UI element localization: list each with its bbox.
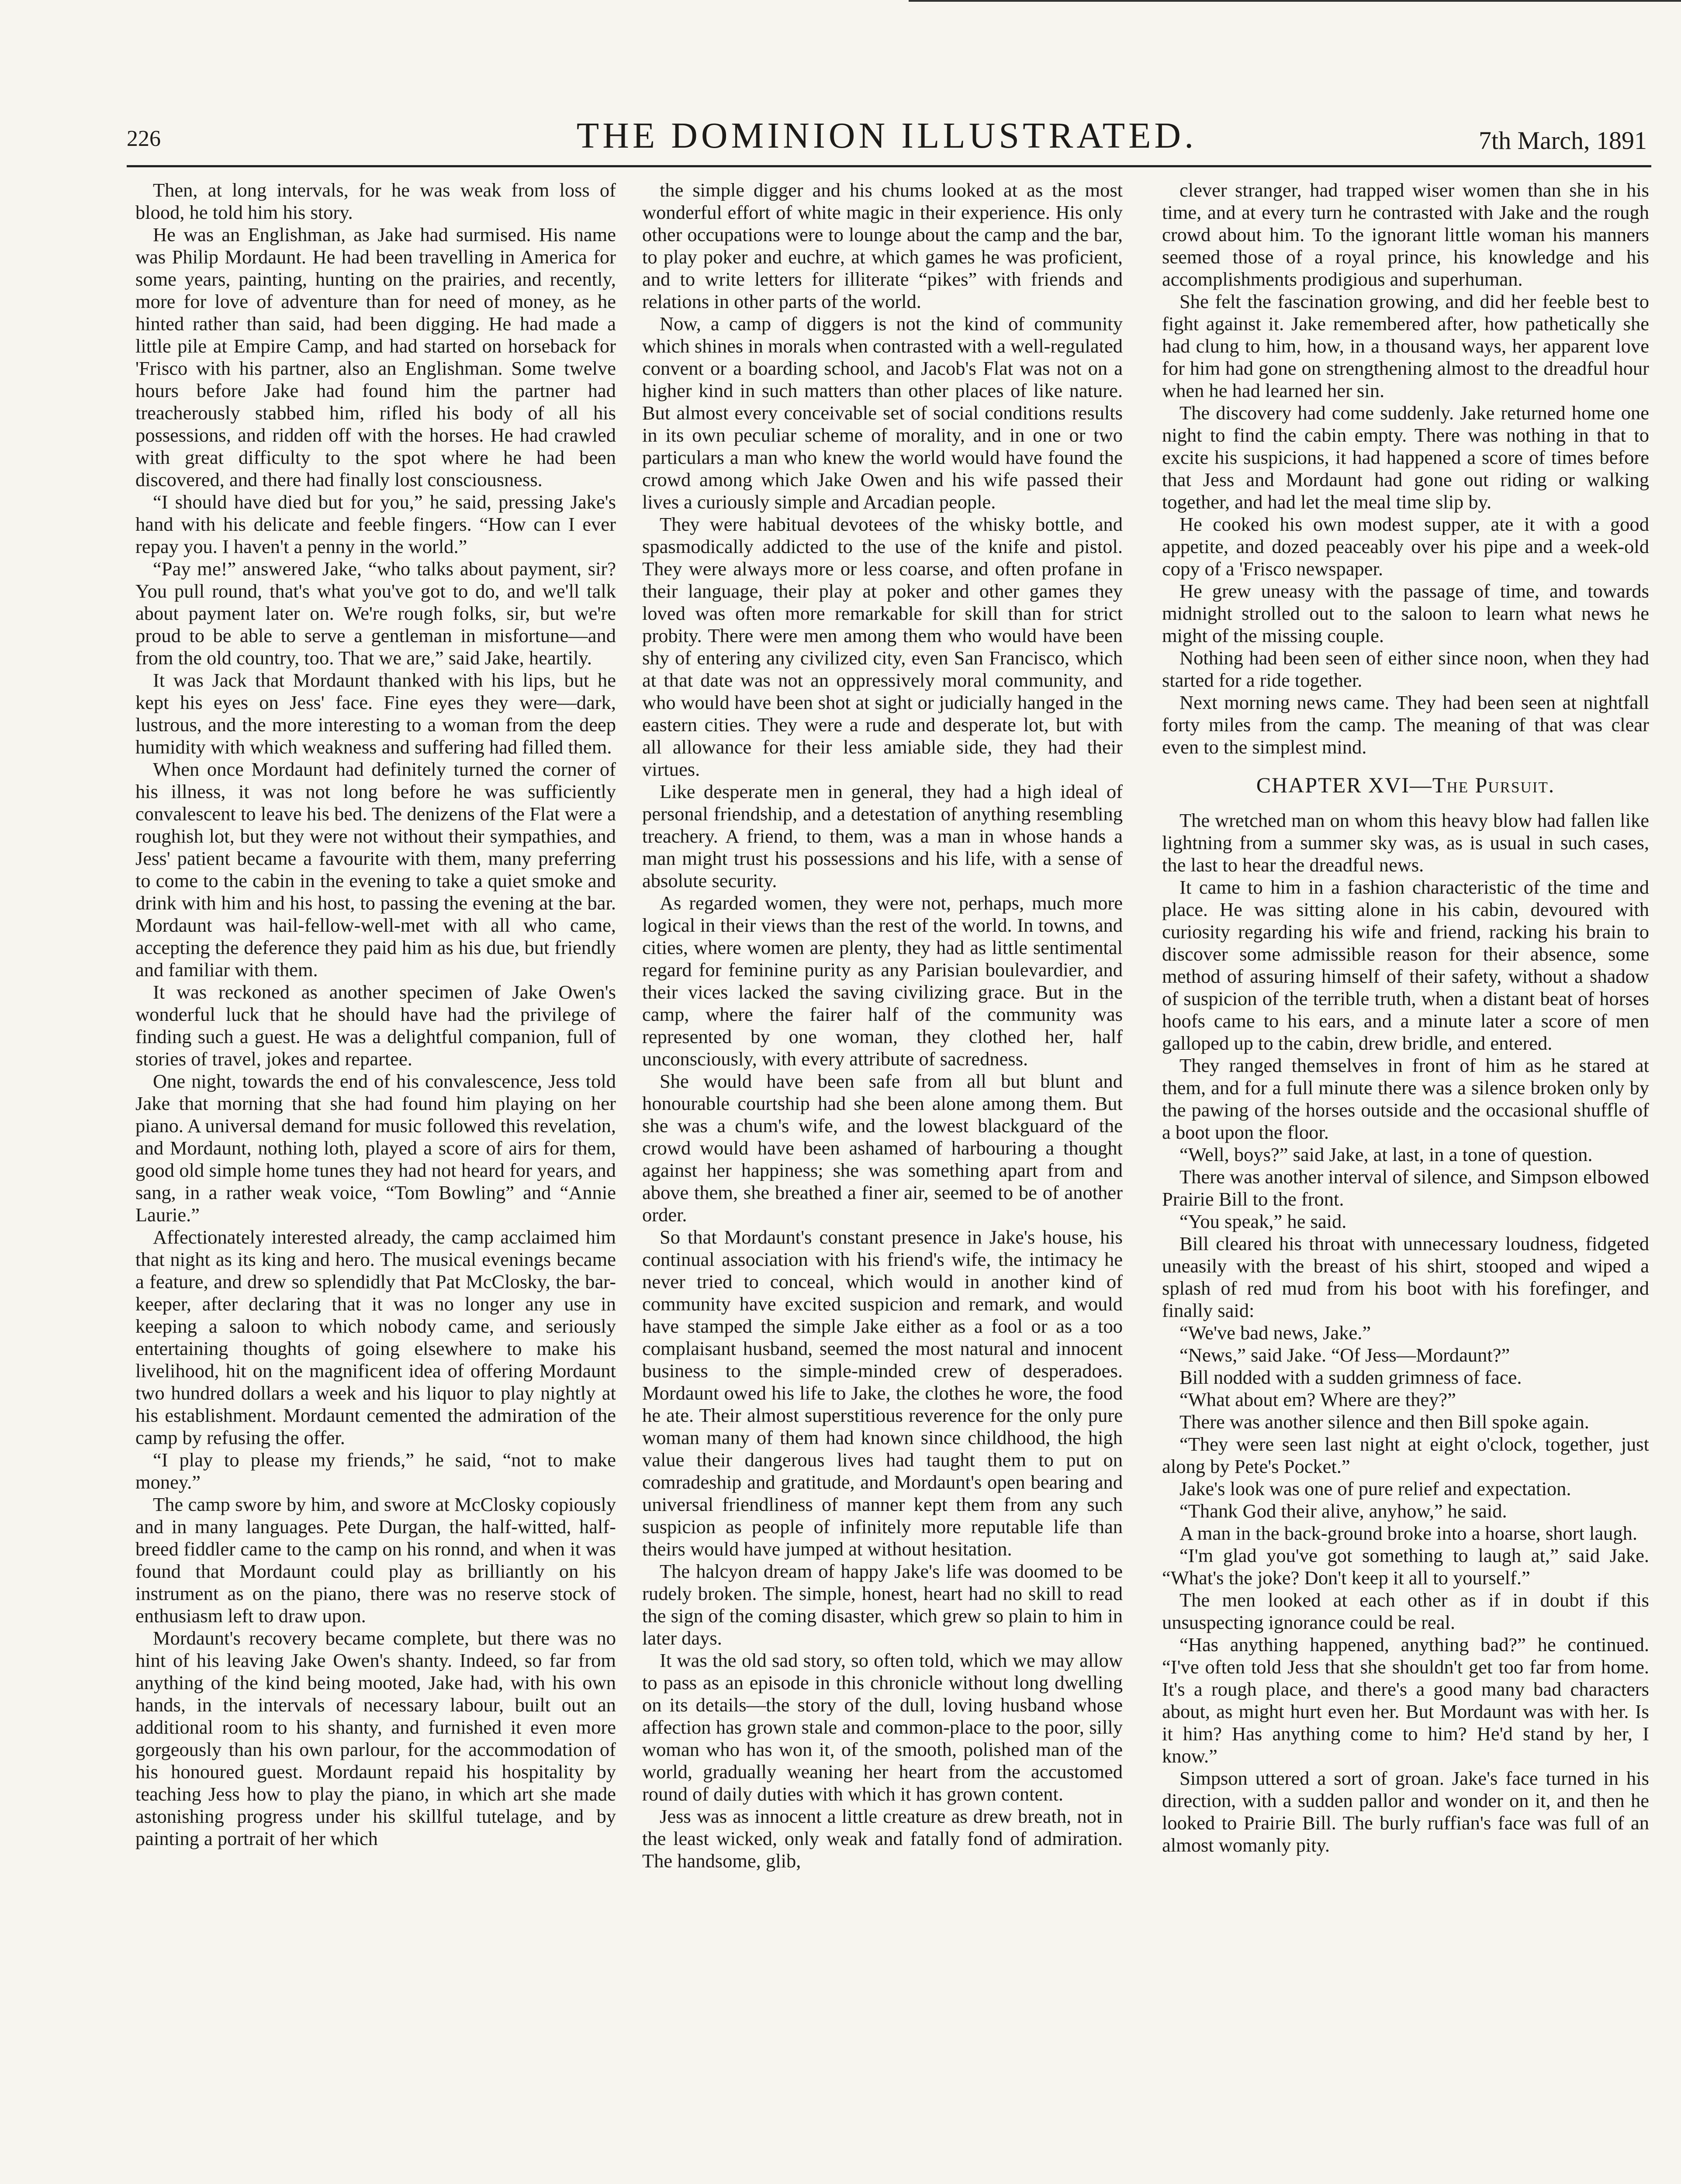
paragraph: The halcyon dream of happy Jake's life was doomed to be rudely broken. The simple, honest, heart had no skill to read the sign of the coming disaster, which grew so plain to him in later days. [642,1560,1123,1649]
paragraph: The camp swore by him, and swore at McClosky copiously and in many languages. Pete Durgan, the half-witted, half-breed fiddler came to the camp on his ronnd, and when it was found that Mordaunt could play as brilliantly on his instrument as on the piano, there was no reserve stock of enthusiasm left to draw upon. [135,1493,616,1627]
text-column-2 [642,179,1123,2184]
paragraph: He was an Englishman, as Jake had surmised. His name was Philip Mordaunt. He had been travelling in America for some years, painting, hunting on the prairies, and recently, more for love of adventure than for need of money, as he hinted rather than said, had been digging. He had made a little pile at Empire Camp, and had started on horseback for 'Frisco with his partner, also an Englishman. Some twelve hours before Jake had found him the partner had treacherously stabbed him, rifled his body of all his possessions, and ridden off with the horses. He had crawled with great difficulty to the spot where he had been discovered, and there had finally lost consciousness. [135,224,616,491]
paragraph: She would have been safe from all but blunt and honourable courtship had she been alone among them. But she was a chum's wife, and the lowest blackguard of the crowd would have been ashamed of harbouring a thought against her happiness; she was something apart from and above them, she breathed a finer air, seemed to be of another order. [642,1070,1123,1226]
paragraph: the simple digger and his chums looked at as the most wonderful effort of white magic in their experience. His only other occupations were to lounge about the camp and the bar, to play poker and euchre, at which games he was proficient, and to write letters for illiterate “pikes” with friends and relations in other parts of the world. [642,179,1123,312]
paragraph: The men looked at each other as if in doubt if this unsuspecting ignorance could be real. [1162,1589,1649,1633]
paragraph: “We've bad news, Jake.” [1179,1322,1371,1344]
paragraph: It was the old sad story, so often told, which we may allow to pass as an episode in this chronicle without long dwelling on its details—the story of the dull, loving husband whose affection has grown stale and common-place to the poor, silly woman who has won it, of the smooth, polished man of the world, gradually weaning her heart from the accustomed round of daily duties with which it has grown content. [642,1649,1123,1805]
paragraph: The discovery had come suddenly. Jake returned home one night to find the cabin empty. There was nothing in that to excite his suspicions, it had happened a score of times before that Jess and Mordaunt had gone out riding or walking together, and had let the meal time slip by. [1162,402,1649,513]
paragraph: “They were seen last night at eight o'clock, together, just along by Pete's Pocket.” [1162,1433,1649,1477]
paragraph: “I play to please my friends,” he said, “not to make money.” [135,1449,616,1493]
paragraph: “Has anything happened, anything bad?” he continued. “I've often told Jess that she shouldn't get too far from home. It's a rough place, and there's a good many bad characters about, as might hurt even her. But Mordaunt was with her. Is it him? Has anything come to him? He'd stand by her, I know.” [1162,1634,1649,1767]
page-header [127,114,1647,167]
paragraph: It was reckoned as another specimen of Jake Owen's wonderful luck that he should have had the privilege of finding such a guest. He was a delightful companion, full of stories of travel, jokes and repartee. [135,981,616,1070]
header-rule [127,165,1651,167]
paragraph: Like desperate men in general, they had a high ideal of personal friendship, and a detestation of anything resembling treachery. A friend, to them, was a man in whose hands a man might trust his possessions and his life, with a sense of absolute security. [642,781,1123,892]
paragraph: He grew uneasy with the passage of time, and towards midnight strolled out to the saloon to learn what news he might of the missing couple. [1162,580,1649,646]
paragraph: There was another interval of silence, and Simpson elbowed Prairie Bill to the front. [1162,1166,1649,1210]
paragraph: As regarded women, they were not, perhaps, much more logical in their views than the rest of the world. In towns, and cities, where women are plenty, they had as little sentimental regard for feminine purity as any Parisian boulevardier, and their vices lacked the saving civilizing grace. But in the camp, where the fairer half of the community was represented by one woman, they clothed her, half unconsciously, with every attribute of sacredness. [642,892,1123,1070]
paragraph: Jake's look was one of pure relief and expectation. [1179,1478,1571,1500]
paragraph: clever stranger, had trapped wiser women than she in his time, and at every turn he contrasted with Jake and the rough crowd about him. To the ignorant little woman his manners seemed those of a royal prince, his knowledge and his accomplishments prodigious and superhuman. [1162,179,1649,290]
paragraph: “You speak,” he said. [1179,1210,1347,1232]
text-column-1 [135,179,616,2184]
paragraph: Then, at long intervals, for he was weak from loss of blood, he told him his story. [135,179,616,223]
paragraph: It came to him in a fashion characteristic of the time and place. He was sitting alone in his cabin, devoured with curiosity regarding his wife and friend, racking his brain to discover some admissible reason for their absence, some method of assuring himself of their safety, without a shadow of suspicion of the terrible truth, when a distant beat of horses hoofs came to his ears, and a minute later a score of men galloped up to the cabin, drew bridle, and entered. [1162,876,1649,1054]
page-number: 226 [127,126,161,151]
paragraph: She felt the fascination growing, and did her feeble best to fight against it. Jake remembered after, how pathetically she had clung to him, how, in a thousand ways, her apparent love for him had gone on strengthening almost to the dreadful hour when he had learned her sin. [1162,290,1649,401]
paragraph: Jess was as innocent a little creature as drew breath, not in the least wicked, only weak and fatally fond of admiration. The handsome, glib, [642,1805,1123,1872]
chapter-title: The Pursuit. [1432,773,1555,797]
paragraph: So that Mordaunt's constant presence in Jake's house, his continual association with his friend's wife, the intimacy he never tried to conceal, which would in another kind of community have excited suspicion and remark, and would have stamped the simple Jake either as a fool or as a too complaisant husband, seemed the most natural and innocent business to the simple-minded crew of desperadoes. Mordaunt owed his life to Jake, the clothes he wore, the food he ate. Their almost superstitious reverence for the only pure woman many of them had known since childhood, the high value their dangerous lives had taught them to put on comradeship and gratitude, and Mordaunt's open bearing and universal friendliness of manner kept them from any such suspicion as people of infinitely more reputable life than theirs would have jumped at without hesitation. [642,1226,1123,1560]
paragraph: Affectionately interested already, the camp acclaimed him that night as its king and hero. The musical evenings became a feature, and drew so splendidly that Pat McClosky, the bar-keeper, after declaring that it was no longer any use in keeping a saloon to which nobody came, and seriously entertaining thoughts of going elsewhere to make his livelihood, hit on the magnificent idea of offering Mordaunt two hundred dollars a week and his liquor to play nightly at his establishment. Mordaunt cemented the admiration of the camp by refusing the offer. [135,1226,616,1448]
paragraph: Simpson uttered a sort of groan. Jake's face turned in his direction, with a sudden pallor and wonder on it, and then he looked to Prairie Bill. The burly ruffian's face was full of an almost womanly pity. [1162,1767,1649,1856]
paragraph: “I should have died but for you,” he said, pressing Jake's hand with his delicate and feeble fingers. “How can I ever repay you. I haven't a penny in the world.” [135,491,616,557]
text-column-3 [1162,179,1649,2184]
paragraph: “What about em? Where are they?” [1179,1389,1456,1410]
paragraph: “Pay me!” answered Jake, “who talks about payment, sir? You pull round, that's what you've got to do, and we'll talk about payment later on. We're rough folks, sir, but we're proud to be able to serve a gentleman in misfortune—and from the old country, too. That we are,” said Jake, heartily. [135,558,616,669]
paragraph: “News,” said Jake. “Of Jess—Mordaunt?” [1179,1344,1510,1366]
top-edge-line [909,0,1681,2]
paragraph: “Thank God their alive, anyhow,” he said. [1179,1500,1507,1522]
paragraph: “I'm glad you've got something to laugh at,” said Jake. “What's the joke? Don't keep it all to yourself.” [1162,1545,1649,1589]
paragraph: They ranged themselves in front of him as he stared at them, and for a full minute there was a silence broken only by the pawing of the horses outside and the occasional shuffle of a boot upon the floor. [1162,1054,1649,1143]
paragraph: Nothing had been seen of either since noon, when they had started for a ride together. [1162,647,1649,691]
issue-date: 7th March, 1891 [1479,126,1647,155]
paragraph: When once Mordaunt had definitely turned the corner of his illness, it was not long before he was sufficiently convalescent to leave his bed. The denizens of the Flat were a roughish lot, but they were not without their sympathies, and Jess' patient became a favourite with them, many preferring to come to the cabin in the evening to take a quiet smoke and drink with him and his host, to passing the evening at the bar. Mordaunt was hail-fellow-well-met with all who came, accepting the deference they paid him as his due, but friendly and familiar with them. [135,758,616,981]
paragraph: Now, a camp of diggers is not the kind of community which shines in morals when contrasted with a well-regulated convent or a boarding school, and Jacob's Flat was not on a higher kind in such matters than other places of like nature. But almost every conceivable set of social conditions results in its own peculiar scheme of morality, and in one or two particulars a man who knew the world would have found the crowd among which Jake Owen and his wife passed their lives a curiously simple and Arcadian people. [642,313,1123,513]
masthead-title: THE DOMINION ILLUSTRATED. [576,115,1197,156]
paragraph: “Well, boys?” said Jake, at last, in a tone of question. [1179,1144,1593,1165]
paragraph: There was another silence and then Bill spoke again. [1179,1411,1589,1433]
paragraph: He cooked his own modest supper, ate it with a good appetite, and dozed peaceably over his pipe and a week-old copy of a 'Frisco newspaper. [1162,513,1649,580]
paragraph: It was Jack that Mordaunt thanked with his lips, but he kept his eyes on Jess' face. Fine eyes they were—dark, lustrous, and the more interesting to a woman from the deep humidity with which weakness and suffering had filled them. [135,669,616,758]
paragraph: Bill nodded with a sudden grimness of face. [1179,1366,1522,1388]
paragraph: Bill cleared his throat with unnecessary loudness, fidgeted uneasily with the breast of his shirt, stooped and wiped a splash of red mud from his boot with his forefinger, and finally said: [1162,1233,1649,1321]
chapter-heading: CHAPTER XVI—The Pursuit. [1256,773,1555,797]
paragraph: They were habitual devotees of the whisky bottle, and spasmodically addicted to the use of the knife and pistol. They were always more or less coarse, and often profane in their language, their play at poker and other games they loved was often more remarkable for skill than for strict probity. There were men among them who would have been shy of entering any civilized city, even San Francisco, which at that date was not an oppressively moral community, and who would have been shot at sight or judicially hanged in the eastern cities. They were a rude and desperate lot, but with all allowance for their less amiable side, they had their virtues. [642,513,1123,780]
paragraph: One night, towards the end of his convalescence, Jess told Jake that morning that she had found him playing on her piano. A universal demand for music followed this revelation, and Mordaunt, nothing loth, played a score of airs for them, good old simple home tunes they had not heard for years, and sang, in a rather weak voice, “Tom Bowling” and “Annie Laurie.” [135,1070,616,1226]
paragraph: A man in the back-ground broke into a hoarse, short laugh. [1179,1522,1637,1544]
chapter-number: CHAPTER XVI [1256,773,1410,797]
paragraph: Next morning news came. They had been seen at nightfall forty miles from the camp. The meaning of that was clear even to the simplest mind. [1162,691,1649,758]
paragraph: Mordaunt's recovery became complete, but there was no hint of his leaving Jake Owen's shanty. Indeed, so far from anything of the kind being mooted, Jake had, with his own hands, in the intervals of necessary labour, built out an additional room to his shanty, and furnished it even more gorgeously than his own parlour, for the accommodation of his honoured guest. Mordaunt repaid his hospitality by teaching Jess how to play the piano, in which art she made astonishing progress under his skillful tutelage, and by painting a portrait of her which [135,1627,616,1849]
paragraph: The wretched man on whom this heavy blow had fallen like lightning from a summer sky was, as is usual in such cases, the last to hear the dreadful news. [1162,809,1649,876]
